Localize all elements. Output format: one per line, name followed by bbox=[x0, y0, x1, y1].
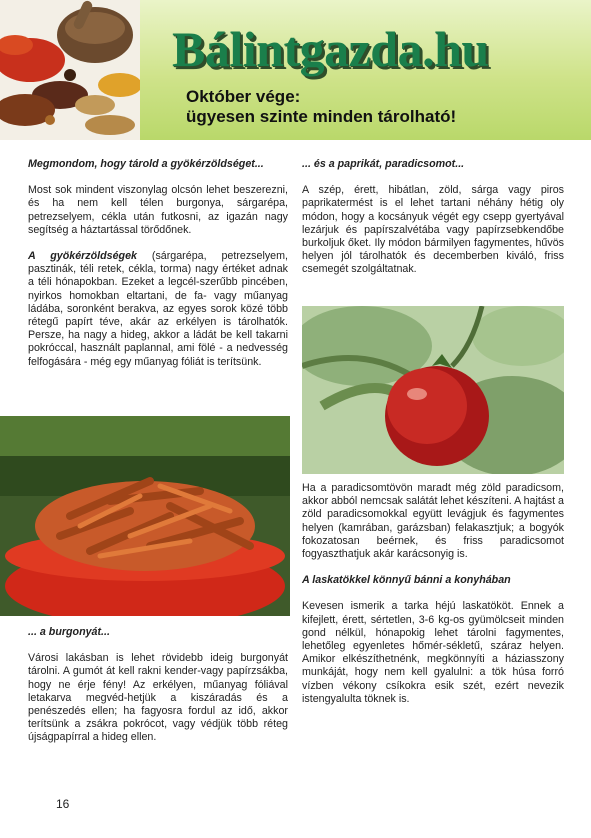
left-column-bottom bbox=[28, 626, 288, 758]
subtitle bbox=[186, 87, 566, 127]
lead-root-vegetables: A gyökérzöldségek bbox=[28, 250, 137, 263]
tomato-photo bbox=[302, 306, 564, 474]
paragraph-potatoes: Városi lakásban is lehet rövidebb ideig burgonyát tárolni. A gumót át kell rakni kender-vagy papírzsákba, hogy ne érje fény! Az erkélyen, műanyag fóliával letakarva megvéd-hetjük a kiszáradás és a penészedés ellen; ha fagyosra fordul az idő, akkor terítsünk a zsákra pokrócot, vagy védjük több réteg újságpapírral a hideg ellen. bbox=[28, 652, 288, 744]
paragraph-root-vegetables bbox=[28, 250, 288, 369]
heading-squash: A laskatökkel könnyű bánni a konyhában bbox=[302, 574, 511, 587]
heading-potatoes: ... a burgonyát... bbox=[28, 626, 110, 638]
left-column-top bbox=[28, 158, 288, 382]
site-title: Bálintgazda.hu bbox=[172, 21, 489, 77]
paragraph-intro: Most sok mindent viszonylag olcsón lehet beszerezni, és ha nem kell télen burgonya, sárgarépa, petrezselyem, cékla után futkosni, az igazán nagy segítség a háztartással törődőnek. bbox=[28, 184, 288, 236]
paragraph-peppers: A szép, érett, hibátlan, zöld, sárga vagy piros paprikatermést is el lehet tartani néhány hétig oly módon, hogy a kocsányuk végét egy csepp gyertyával lezárjuk és papírszalvétába vagy papírzsebkendőbe burkoljuk őket. Ily módon bármilyen fagymentes, hűvös helyen jól tárolhatók és decemberben kiváló, friss csemegét szolgáltatnak. bbox=[302, 184, 564, 276]
spices-photo bbox=[0, 0, 140, 140]
heading-peppers-tomatoes: ... és a paprikát, paradicsomot... bbox=[302, 158, 465, 170]
page-number: 16 bbox=[56, 797, 70, 811]
subtitle-line-2: ügyesen szinte minden tárolható! bbox=[186, 107, 457, 126]
text-root-vegetables: (sárgarépa, petrezselyem, pasztinák, téli retek, cékla, torma) nagy értéket adnak a téli hónapokban. Ezeket a legcél-szerűbb pincében, nyirkos homokban eltartani, de fa- vagy műanyag ládába, soronként berakva, az egyes sorok közé több rétegű papírt téve, akár az erkélyen is tárolhatók. Persze, ha nagy a hideg, akkor a ládát be kell takarni pokróccal, használt paplannal, ami fölé - a nedvesség felfogására - még egy műanyag fóliát is terítsünk. bbox=[28, 250, 288, 368]
right-column-top bbox=[302, 158, 564, 290]
right-column-bottom bbox=[302, 482, 564, 719]
paragraph-green-tomatoes: Ha a paradicsomtövön maradt még zöld paradicsom, akkor abból nemcsak salátát lehet készíteni. A hajtást a zöld paradicsomokkal együtt levágjuk és fagymentes helyen (kamrában, garázsban) felakasztjuk; a bogyók fokozatosan beérnek, és friss paradicsomot fogyaszthatjuk akár karácsonyig is. bbox=[302, 482, 564, 561]
carrots-photo bbox=[0, 416, 290, 616]
subtitle-line-1: Október vége: bbox=[186, 87, 301, 106]
paragraph-squash: Kevesen ismerik a tarka héjú laskatököt. Ennek a kifejlett, érett, sértetlen, 3-6 kg-os gyümölcseit minden gond nélkül, hónapokig lehet tárolni fagymentes, lehetőleg egyenletes hőmér-sékletű, száraz helyen. Amikor elkészíthetnénk, megkönnyíti a háziasszony munkáját, hogy nem kell gyalulni: a tök húsa forró vízben vékony csíkokra esik szét, ezért nevezik istengyalulta töknek is. bbox=[302, 600, 564, 705]
heading-root-vegetables: Megmondom, hogy tárold a gyökérzöldséget... bbox=[28, 158, 264, 170]
